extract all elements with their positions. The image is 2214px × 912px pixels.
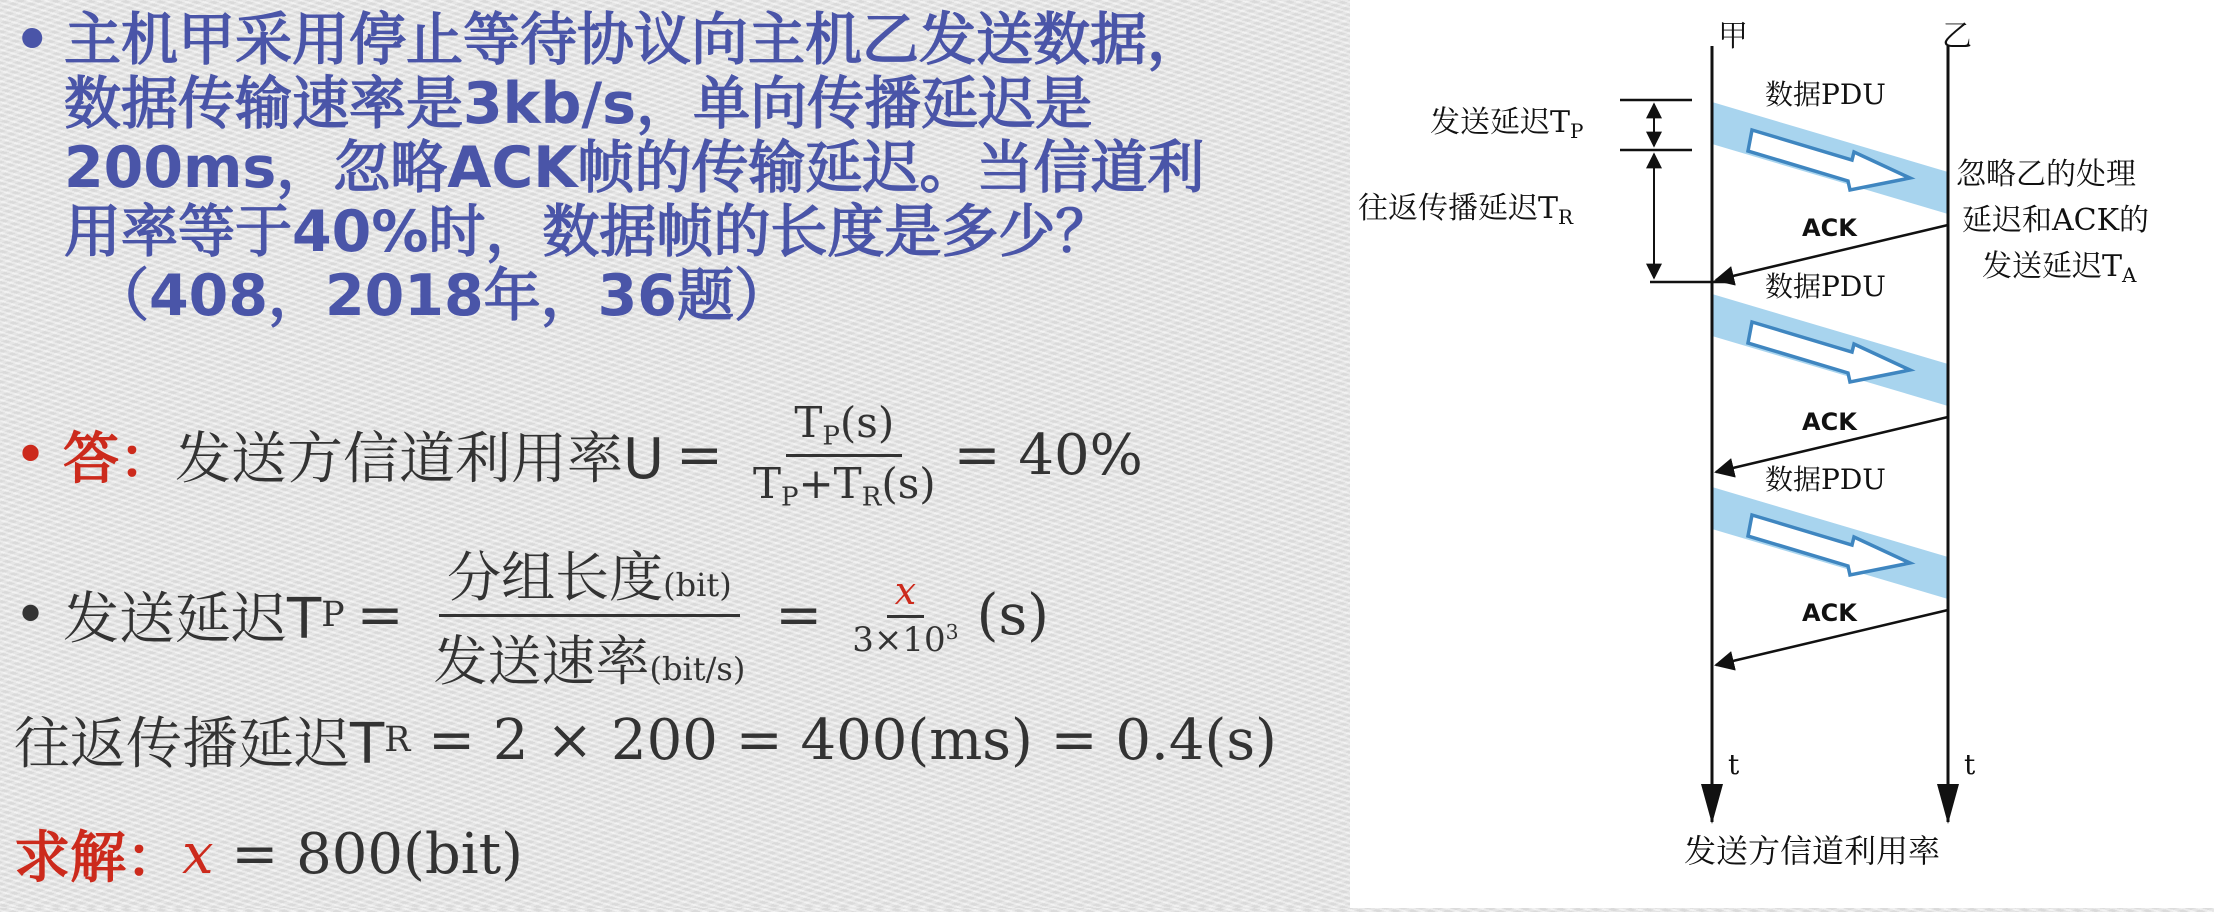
question-text (64, 8, 1334, 328)
tr-sub: R (384, 720, 411, 760)
solve-var: x (182, 821, 214, 887)
timing-diagram (1350, 0, 2214, 908)
tp-line (14, 545, 1050, 693)
numerator-sub: P (822, 421, 840, 452)
note-line-3-text: 发送延迟T (1982, 249, 2123, 284)
note-line-2: 延迟和ACK的 (1962, 203, 2150, 238)
answer-text: 发送方信道利用率U (175, 427, 665, 492)
f1-den-text: 发送速率 (433, 629, 650, 693)
numerator-unit: (s) (839, 398, 895, 448)
solve-rest: = 800(bit) (213, 821, 523, 887)
tp-fraction-2 (844, 569, 966, 660)
answer-equals: = (676, 422, 723, 488)
label-tr-sub: R (1558, 205, 1574, 229)
answer-result: = 40% (953, 422, 1143, 488)
timing-diagram-svg (1350, 0, 2214, 908)
data-label-3: 数据PDU (1765, 463, 1886, 496)
question-line-2: 数据传输速率是3kb/s，单向传播延迟是 (64, 71, 1093, 137)
utilization-fraction (745, 398, 944, 512)
label-tr (1358, 191, 1574, 229)
tp-f1-numerator (439, 535, 740, 617)
ack-label-3: ACK (1802, 599, 1857, 627)
note-line-1: 忽略乙的处理 (1956, 157, 2136, 192)
tp-sub: P (321, 595, 345, 635)
note-sub: A (2122, 263, 2137, 287)
data-label-2: 数据PDU (1765, 270, 1886, 303)
host-b-label (1942, 19, 1972, 54)
question-line-4: 用率等于40%时，数据帧的长度是多少？ (64, 199, 1113, 265)
den-t1: T (752, 458, 781, 508)
note-line-3 (1982, 249, 2137, 287)
host-a-label (1718, 19, 1748, 54)
tr-line (14, 700, 1277, 780)
question-line-1: 主机甲采用停止等待协议向主机乙发送数据， (64, 7, 1204, 73)
den-sub1: P (780, 481, 799, 512)
host-b-text: 乙 (1942, 19, 1972, 54)
fraction-numerator (786, 398, 902, 456)
f2-den-exp: 3 (945, 620, 959, 645)
solve-line (14, 814, 523, 894)
solve-label: 求解： (14, 826, 182, 891)
question-bullet: • (14, 7, 51, 73)
host-a-text: 甲 (1718, 19, 1748, 54)
tp-unit: (s) (976, 582, 1050, 648)
label-tp (1430, 105, 1583, 143)
f1-den-unit: (bit/s) (649, 649, 746, 688)
tp-f2-numerator: x (887, 569, 924, 618)
tp-equals-2: = (775, 582, 823, 648)
tp-text: 发送延迟T (63, 587, 322, 652)
ack-label-1: ACK (1802, 214, 1857, 242)
fraction-denominator (745, 457, 944, 512)
tp-bullet: • (14, 582, 48, 648)
question-line-3: 200ms，忽略ACK帧的传输延迟。当信道利 (64, 135, 1205, 201)
label-tr-text: 往返传播延迟T (1358, 191, 1559, 226)
answer-line (14, 400, 1143, 510)
data-label-1: 数据PDU (1765, 78, 1886, 111)
label-tp-text: 发送延迟T (1430, 105, 1571, 140)
numerator-t: T (794, 398, 823, 448)
answer-bullet: • (14, 422, 48, 488)
den-sub2: R (861, 481, 882, 512)
f1-num-text: 分组长度 (447, 545, 664, 609)
tp-fraction-1 (426, 535, 754, 696)
tp-f2-denominator (844, 618, 966, 660)
f2-den-text: 3×10 (852, 620, 946, 661)
diagram-caption: 发送方信道利用率 (1684, 832, 1941, 870)
timeline-b-arrowhead (1937, 784, 1959, 824)
answer-label: 答： (63, 427, 176, 492)
tr-rest: = 2 × 200 = 400(ms) = 0.4(s) (410, 707, 1277, 773)
time-label-a: t (1728, 748, 1740, 781)
label-tp-sub: P (1570, 119, 1584, 143)
tp-f1-denominator (426, 617, 754, 696)
tp-equals: = (356, 582, 404, 648)
question-reference: （408，2018年，36题） (92, 263, 791, 329)
ack-label-2: ACK (1802, 408, 1857, 436)
time-label-b: t (1964, 748, 1976, 781)
f1-num-unit: (bit) (663, 565, 732, 604)
den-plus: +T (798, 458, 862, 508)
den-unit: (s) (881, 458, 936, 508)
tr-text: 往返传播延迟T (14, 712, 385, 777)
timeline-a-arrowhead (1701, 784, 1723, 824)
